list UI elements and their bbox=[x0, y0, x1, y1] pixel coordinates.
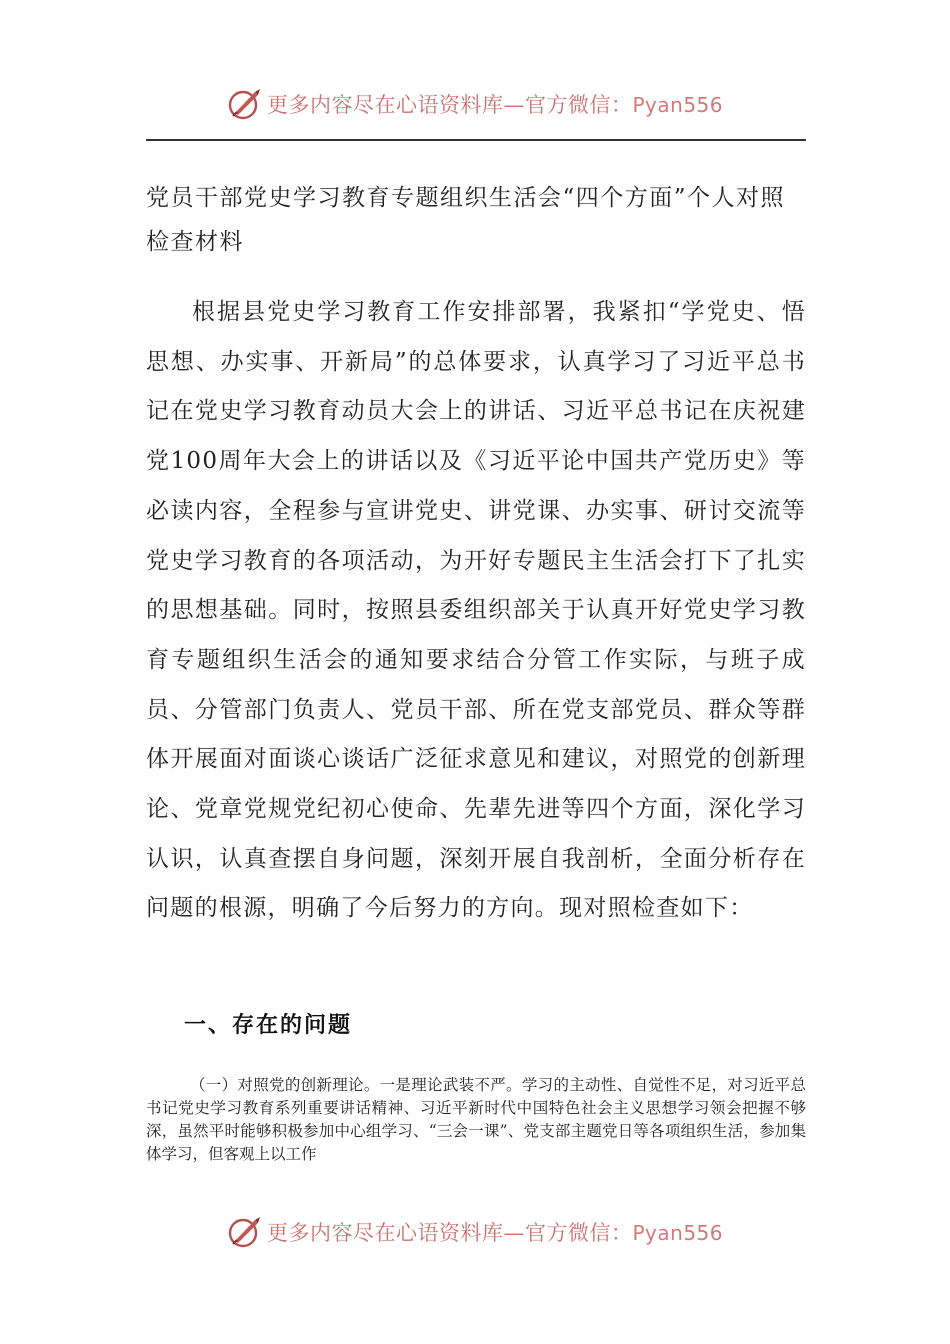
watermark-text: 更多内容尽在心语资料库—官方微信：Pyan556 bbox=[266, 1221, 723, 1245]
wechat-id: Pyan556 bbox=[632, 93, 723, 117]
header-watermark bbox=[0, 84, 950, 124]
header-rule bbox=[146, 139, 806, 141]
intro-paragraph: 根据县党史学习教育工作安排部署，我紧扣“学党史、悟思想、办实事、开新局”的总体要求，认真学习了习近平总书记在党史学习教育动员大会上的讲话、习近平总书记在庆祝建党100周年大会上的讲话以及《习近平论中国共产党历史》等必读内容，全程参与宣讲党史、讲党课、办实事、研讨交流等党史学习教育的各项活动，为开好专题民主生活会打下了扎实的思想基础。同时，按照县委组织部关于认真开好党史学习教育专题组织生活会的通知要求结合分管工作实际，与班子成员、分管部门负责人、党员干部、所在党支部党员、群众等群体开展面对面谈心谈话广泛征求意见和建议，对照党的创新理论、党章党规党纪初心使命、先辈先进等四个方面，深化学习认识，认真查摆自身问题，深刻开展自我剖析，全面分析存在问题的根源，明确了今后努力的方向。现对照检查如下： bbox=[146, 299, 806, 922]
section-heading: 一、存在的问题 bbox=[184, 1013, 353, 1038]
quill-pen-logo-icon bbox=[227, 1214, 263, 1250]
wechat-id: Pyan556 bbox=[632, 1221, 723, 1245]
section-paragraph: （一）对照党的创新理论。一是理论武装不严。学习的主动性、自觉性不足，对习近平总书记党史学习教育系列重要讲话精神、习近平新时代中国特色社会主义思想学习领会把握不够深，虽然平时能够积极参加中心组学习、“三会一课”、党支部主题党日等各项组织生活，参加集体学习，但客观上以工作 bbox=[146, 1076, 806, 1163]
watermark-text: 更多内容尽在心语资料库—官方微信：Pyan556 bbox=[266, 93, 723, 117]
footer-watermark bbox=[0, 1212, 950, 1252]
quill-pen-logo-icon bbox=[227, 86, 263, 122]
document-title: 党员干部党史学习教育专题组织生活会“四个方面”个人对照检查材料 bbox=[146, 185, 786, 255]
